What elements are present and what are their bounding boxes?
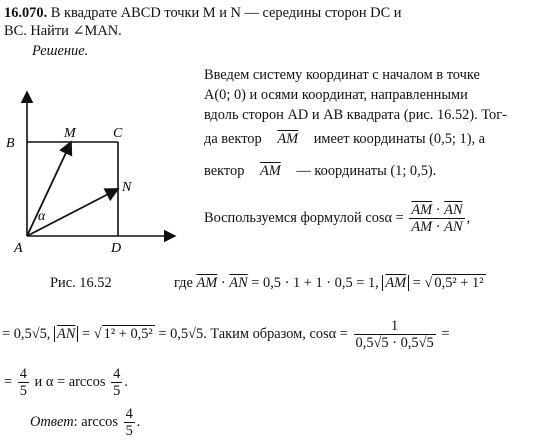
label-n: N — [122, 180, 132, 195]
calc-line-1: где $\overline{AM} \cdot \overline{AN} = 0,5 \cdot 1 + 1 \cdot 0,5 = 1$, $\overline{AM}$ = √ 0,5² + 1² — [174, 275, 484, 291]
paragraph-line-3: вдоль сторон AD и AB квадрата (рис. 16.52). Тог- — [204, 107, 507, 123]
problem-text-1: В квадрате ABCD точки M и N — середины сторон DC и — [50, 5, 402, 21]
vector-am-label-2: $\overline{AM}$ — [260, 163, 281, 179]
formula-line: Воспользуемся формулой cosα = $\frac{\overline{AM} \cdot \overline{AN}}{\overline{AM} \cdot \overline{AN}}$ , — [204, 202, 471, 236]
cos-fraction: $\frac{\overline{AM} \cdot \overline{AN}}{\overline{AM} \cdot \overline{AN}}$ — [411, 202, 463, 236]
calc-line-2: = 0,5√5, $\overline{AN}$ = √ 1² + 0,5² = 0,5√5. Таким образом, cosα = $\frac{1}{0,5√5 \cdot 0,5√5}$ = — [2, 318, 450, 352]
paragraph-line-4: да вектор $\overline{AM}$ имеет координаты (0,5; 1), а — [204, 131, 486, 147]
calc-line-3: = $\frac{4}{5}$ и α = arccos $\frac{4}{5}$ . — [4, 366, 128, 400]
problem-text-2-line — [4, 22, 122, 40]
solution-label: Решение. — [32, 43, 89, 59]
paragraph-line-5: вектор $\overline{AM}$ — координаты (1; 0,5). — [204, 163, 437, 179]
problem-header — [4, 4, 401, 22]
paragraph-line-2: A(0; 0) и осями координат, направленными — [204, 87, 468, 103]
problem-text-2: BC. Найти ∠MAN. — [4, 23, 122, 39]
answer-line: Ответ: arccos $\frac{4}{5}$ . — [30, 406, 141, 440]
label-m: M — [64, 126, 76, 141]
label-a: A — [14, 241, 23, 256]
problem-number: 16.070. — [4, 5, 48, 21]
geometry-figure — [0, 90, 180, 260]
answer-label: Ответ — [30, 414, 74, 430]
label-d: D — [111, 241, 122, 256]
label-b: B — [6, 136, 15, 151]
figure-caption: Рис. 16.52 — [50, 275, 112, 291]
vector-am-label: $\overline{AM}$ — [277, 131, 299, 147]
vector-am — [27, 142, 71, 236]
paragraph-line-1: Введем систему координат с началом в точке — [204, 67, 480, 83]
label-alpha: α — [38, 209, 46, 224]
label-c: C — [113, 126, 123, 141]
